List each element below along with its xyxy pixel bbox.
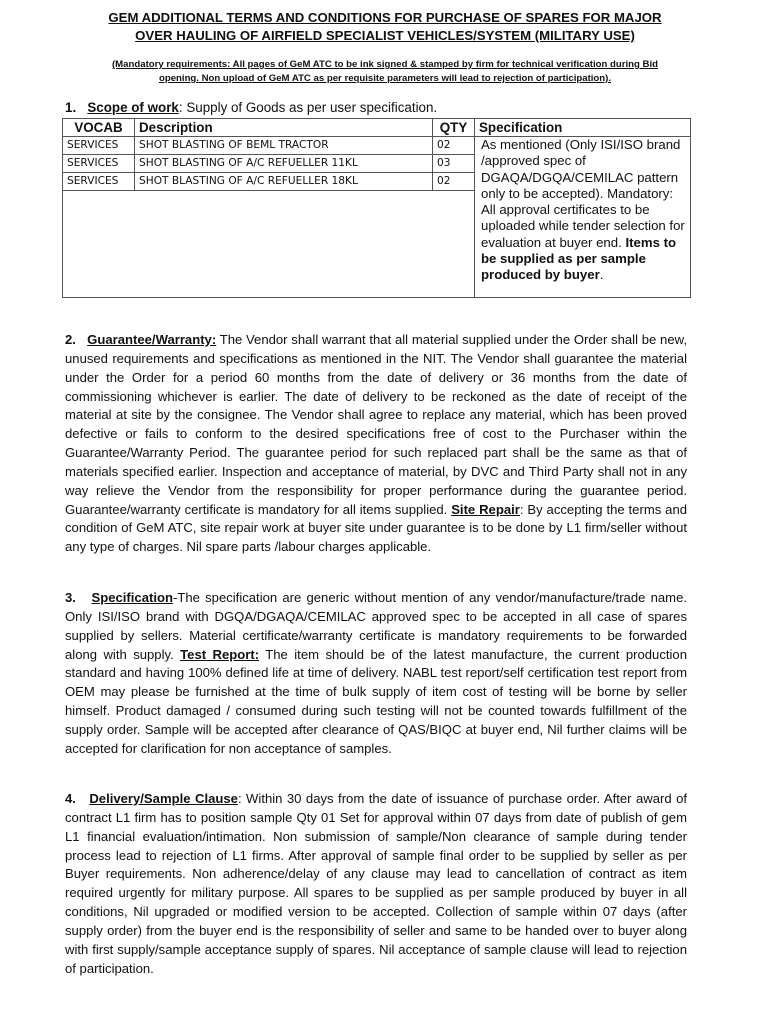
row-description: SHOT BLASTING OF A/C REFUELLER 11KL — [135, 155, 433, 173]
section-3-paragraph — [65, 589, 687, 759]
mandatory-requirements-note — [70, 58, 700, 86]
section-4-paragraph — [65, 790, 687, 978]
test-report-title: Test Report: — [180, 646, 260, 662]
specification-cell — [475, 137, 691, 298]
site-repair-text: : By accepting the terms and condition of GeM ATC, site repair work at buyer site under guarantee is to be done by L1 firm/seller without any type of charges. Nil spare parts /labour charges applicable. — [65, 501, 688, 555]
section-3-number: 3. — [65, 590, 76, 605]
row-qty: 02 — [433, 173, 475, 191]
row-description: SHOT BLASTING OF A/C REFUELLER 18KL — [135, 173, 433, 191]
specification-end: . — [599, 267, 604, 283]
specification-bold-text: Items to be supplied as per sample produced by buyer — [481, 234, 677, 283]
table-header-row — [63, 119, 691, 137]
site-repair-title: Site Repair — [451, 501, 520, 517]
section-1-heading — [65, 100, 437, 116]
section-2-text: The Vendor shall warrant that all material supplied under the Order shall be new, unused requirements and specifications as mentioned in the NIT. The Vendor shall guarantee the material under the Order for a period 60 months from the date of delivery or 36 months from the date of commissioning whichever is earlier. The date of delivery to be reckoned as the date of receipt of the material at site by the consignee. The Vendor shall agree to replace any material, which has been proved defective or fails to conform to the desired specifications free of cost to the Purchaser within the Guarantee/Warranty Period. The guarantee period for such replaced part shall be the same as that of materials specified earlier. Inspection and acceptance of material, by DVC and Third Party shall not in any way relieve the Vendor from the responsibility for proper performance during the guarantee period. Guarantee/warranty certificate is mandatory for all items supplied. — [65, 332, 687, 517]
title-line-2: OVER HAULING OF AIRFIELD SPECIALIST VEHICLES/SYSTEM (MILITARY USE) — [135, 28, 635, 43]
section-2-number: 2. — [65, 332, 76, 347]
mandatory-line-1: (Mandatory requirements: All pages of GeM ATC to be ink signed & stamped by firm for technical verification during Bid — [111, 59, 659, 70]
section-4-title: Delivery/Sample Clause — [89, 791, 238, 806]
test-report-text: The item should be of the latest manufacture, the current production standard and having 100% defined life at time of delivery. NABL test report/self certification test report from OEM may please be furnished at the time of bulk supply of item cost of testing will be borne by seller himself. Product damaged / consumed during such testing will not be counted towards fulfillment of the supply order. Sample will be accepted after clearance of QAS/BIQC at buyer end, Nil further claims will be accepted for clarification for non acceptance of samples. — [65, 646, 687, 756]
section-1-title: Scope of work — [87, 100, 179, 115]
section-2-title: Guarantee/Warranty: — [87, 332, 217, 347]
header-specification: Specification — [475, 119, 691, 137]
row-vocab: SERVICES — [63, 137, 135, 155]
specification-text: As mentioned (Only ISI/ISO brand /approved spec of DGAQA/DGQA/CEMILAC pattern only to be accepted). Mandatory: All approval certificates to be uploaded while tender selection for evaluation at buyer end. — [481, 137, 685, 250]
scope-table — [62, 118, 691, 298]
row-qty: 02 — [433, 137, 475, 155]
section-4-number: 4. — [65, 791, 76, 806]
row-description: SHOT BLASTING OF BEML TRACTOR — [135, 137, 433, 155]
row-vocab: SERVICES — [63, 173, 135, 191]
section-3-title: Specification — [91, 590, 173, 605]
title-line-1: GEM ADDITIONAL TERMS AND CONDITIONS FOR PURCHASE OF SPARES FOR MAJOR — [108, 10, 662, 25]
section-1-text: : Supply of Goods as per user specification. — [178, 100, 438, 115]
section-4-text: : Within 30 days from the date of issuance of purchase order. After award of contract L1 firm has to position sample Qty 01 Set for approval within 07 days from date of publish of gem L1 financial evaluation/intimation. Non submission of sample/Non clearance of sample during tender process lead to rejection of L1 firms. After approval of sample final order to be supplied by seller as per Buyer requirements. Non adherence/delay of any clause may lead to cancellation of contract as item required urgently for military purpose. All spares to be supplied as per sample produced by buyer in all conditions, Nil upgraded or modified version to be accepted. Collection of sample within 07 days (after supply order) from the buyer end is the responsibility of seller and same to be handed over to buyer along with first supply/sample acceptance supply of spares. Nil acceptance of sample clause will lead to rejection of participation. — [65, 791, 688, 976]
row-vocab: SERVICES — [63, 155, 135, 173]
table-row — [63, 137, 691, 155]
header-qty: QTY — [433, 119, 475, 137]
empty-cell — [63, 191, 475, 298]
header-vocab: VOCAB — [63, 119, 135, 137]
mandatory-line-2: opening. Non upload of GeM ATC as per requisite parameters will lead to rejection of participation). — [158, 73, 612, 84]
section-3-text: -The specification are generic without mention of any vendor/manufacture/trade name. Only ISI/ISO brand with DGQA/DGAQA/CEMILAC approved spec to be accepted in all case of spares supplied by sellers. Material certificate/warranty certificate is mandatory requirements to be forwarded along with supply. — [65, 590, 687, 662]
section-2-paragraph — [65, 331, 687, 557]
row-qty: 03 — [433, 155, 475, 173]
section-1-number: 1. — [65, 100, 77, 115]
document-title — [60, 9, 710, 45]
header-description: Description — [135, 119, 433, 137]
